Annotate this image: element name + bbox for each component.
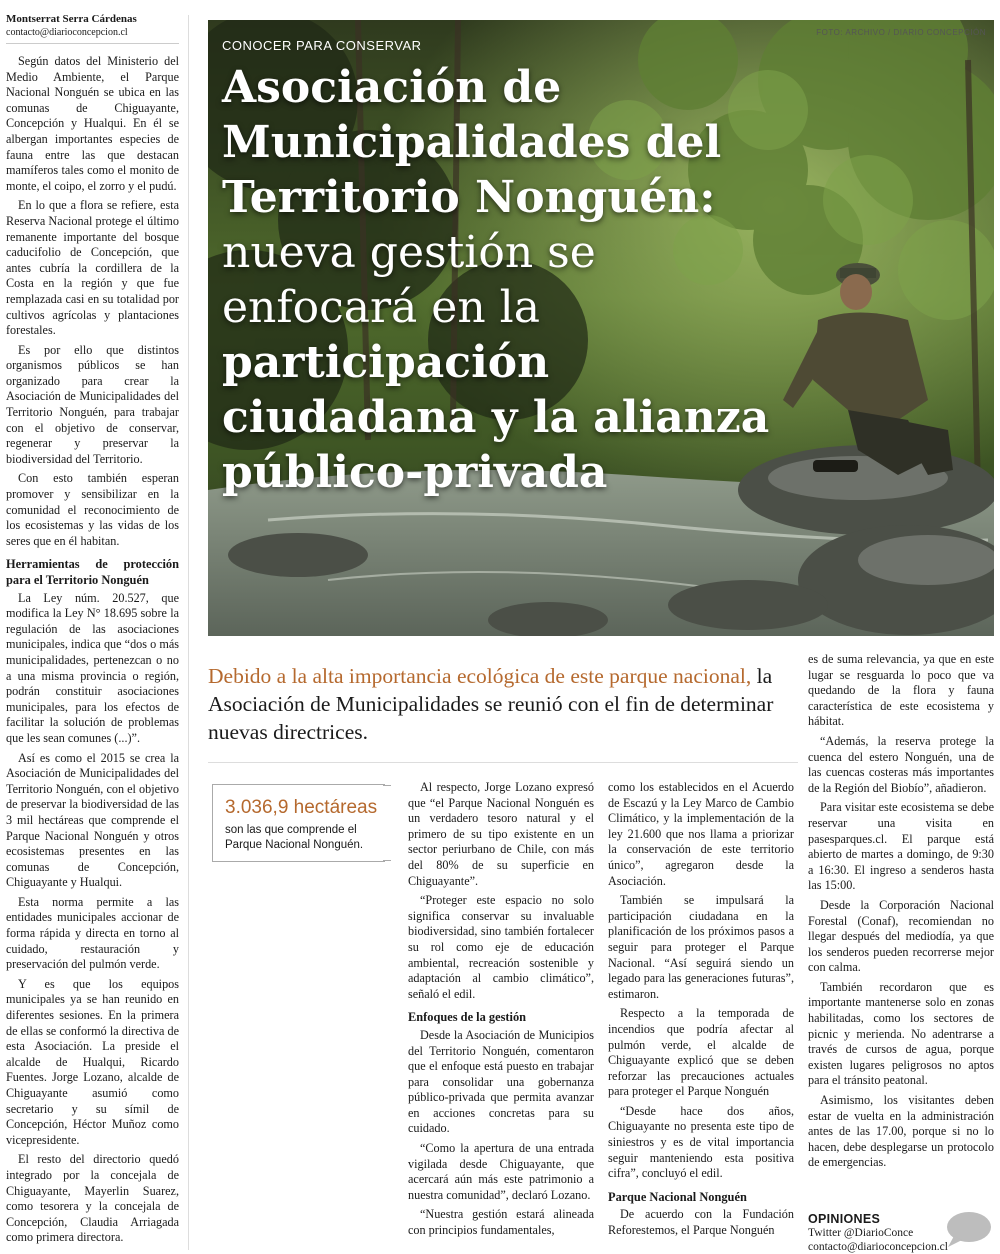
paragraph: es de suma relevancia, ya que en este lugar se resguarda lo poco que va quedando de la flora y fauna característica de este ecosistema y hábitat. — [808, 652, 994, 729]
paragraph: “Nuestra gestión estará alineada con principios fundamentales, — [408, 1207, 594, 1238]
paragraph: La Ley núm. 20.527, que modifica la Ley N° 18.695 sobre la regulación de las asociaciones municipales, indica que “dos o más municipalidades, pertenezcan o no a una misma provincia o región, podrán constituir asociaciones municipales, para los efectos de facilitar la solución de problemas que les sean comunes (...)”. — [6, 590, 179, 745]
speech-bubble-icon — [944, 1210, 992, 1248]
headline — [222, 60, 782, 500]
deck-rule — [208, 762, 798, 763]
deck — [208, 662, 798, 746]
paragraph: “Como la apertura de una entrada vigilada desde Chiguayante, que acercará aún más este patrimonio a nuestra comunidad”, declaró Lozano. — [408, 1141, 594, 1202]
fact-box-corner — [383, 785, 391, 786]
paragraph: Según datos del Ministerio del Medio Ambiente, el Parque Nacional Nonguén se ubica en las comunas de Chiguayante, Concepción y Hualqui. En él se albergan importantes especies de fauna entre las que destacan mamíferos tales como el monito de monte, el coipo, el zorro y el pudú. — [6, 54, 179, 193]
opiniones-title: OPINIONES — [808, 1212, 881, 1226]
subheading: Enfoques de la gestión — [408, 1010, 527, 1025]
paragraph: Desde la Asociación de Municipios del Territorio Nonguén, comentaron que el enfoque está puesto en trabajar para consolidar una gobernanza público-privada que permita avanzar en acciones concretas para su cuidado. — [408, 1027, 594, 1136]
paragraph: Esta norma permite a las entidades municipales accionar de forma rápida y directa en torno al cuidado, restauración y preservación del pulmón verde. — [6, 894, 179, 972]
author-name: Montserrat Serra Cárdenas — [6, 13, 137, 25]
left-column — [6, 54, 179, 1250]
paragraph: Así es como el 2015 se crea la Asociación de Municipalidades del Territorio Nonguén, con el objetivo de preservar la biodiversidad de las 3 mil hectáreas que comprende el Parque Nacional Nonguén y otros ecosistemas presentes en las comunas de Concepción, Chiguayante y Hualqui. — [6, 750, 179, 890]
headline-line: enfocará en la — [222, 282, 540, 333]
paragraph: Es por ello que distintos organismos públicos se han organizado para crear la Asociación de Municipalidades del Territorio Nonguén, para trabajar con el objetivo de conservar, regenerar y preservar la biodiversidad del Territorio. — [6, 342, 179, 466]
fact-box — [212, 784, 385, 862]
fact-box-corner — [383, 860, 391, 861]
paragraph: Con esto también esperan promover y sensibilizar en la comunidad el reconocimiento de los ecosistemas y las vidas de los seres que en él habitan. — [6, 471, 179, 548]
paragraph: También se impulsará la participación ciudadana en la planificación de los próximos pasos a seguir para proteger el Parque Nacional. “Así seguirá siendo un legado para las generaciones futuras”, estimaron. — [608, 893, 794, 1001]
paragraph: Y es que los equipos municipales ya se han reunido en diferentes sesiones. En la primera de ellas se conformó la directiva de esta Asociación. La preside el alcalde de Hualqui, Ricardo Fuentes. Jorge Lozano, alcalde de Chiguayante asumió como secretario y su símil de Concepción, Héctor Muñoz como vicepresidente. — [6, 976, 179, 1147]
middle-column-2 — [608, 780, 794, 1243]
opiniones-twitter[interactable]: Twitter @DiarioConce — [808, 1227, 914, 1239]
paragraph: Para visitar este ecosistema se debe reservar una visita en pasesparques.cl. El parque está abierto de martes a domingo, de 9:30 a 16:30. El ingreso a senderos hasta las 15:00. — [808, 800, 994, 893]
subheading: Herramientas de protección para el Territorio Nonguén — [6, 557, 179, 587]
opiniones-box — [808, 1212, 998, 1254]
paragraph: “Desde hace dos años, Chiguayante no presenta este tipo de siniestros y es de vital importancia seguir manteniendo esta positiva cifra”, concluyó el edil. — [608, 1103, 794, 1181]
paragraph: “Además, la reserva protege la cuenca del estero Nonguén, una de las cuencas costeras más importantes de la Región del Biobío”, añadieron. — [808, 733, 994, 795]
headline-line: ciudadana y la alianza — [222, 392, 770, 443]
deck-highlight: Debido a la alta importancia ecológica de este parque nacional, — [208, 664, 752, 688]
kicker: CONOCER PARA CONSERVAR — [222, 38, 422, 53]
middle-column — [408, 780, 594, 1243]
paragraph: Desde la Corporación Nacional Forestal (Conaf), recomiendan no llegar después del mediodía, ya que los senderos pueden recorrerse mejor con calma. — [808, 897, 994, 975]
author-email[interactable]: contacto@diarioconcepcion.cl — [6, 27, 128, 38]
paragraph: Al respecto, Jorge Lozano expresó que “el Parque Nacional Nonguén es un verdadero tesoro natural y el primero de su tipo existente en un sector periurbano de Chile, con más del 80% de su superficie en Chiguayante”. — [408, 780, 594, 888]
right-column — [808, 652, 994, 1175]
headline-line: participación — [222, 337, 550, 388]
subheading: Parque Nacional Nonguén — [608, 1189, 747, 1204]
deck-text: la Asociación de Municipalidades se reunió con el fin de determinar nuevas directrices. — [208, 664, 774, 744]
headline-line: Territorio Nonguén: — [222, 172, 716, 223]
headline-line: Municipalidades del — [222, 117, 722, 168]
byline — [6, 13, 179, 44]
headline-line: Asociación de — [222, 62, 562, 113]
photo-credit: FOTO: ARCHIVO / DIARIO CONCEPCIÓN — [816, 28, 986, 37]
opiniones-email[interactable]: contacto@diarioconcepcion.cl — [808, 1241, 948, 1253]
paragraph: El resto del directorio quedó integrado por la concejala de Chiguayante, Mayerlin Suarez, como tesorera y la concejala de Concepción, Claudia Arriagada como primera directora. — [6, 1152, 179, 1245]
headline-line: nueva gestión se — [222, 227, 596, 278]
paragraph: De acuerdo con la Fundación Reforestemos, el Parque Nonguén — [608, 1207, 794, 1238]
headline-line: público-privada — [222, 447, 608, 498]
paragraph: “Proteger este espacio no solo significa conservar su invaluable biodiversidad, sino también fortalecer su rol como eje de educación ambiental, recreación sostenible y adaptación al cambio climático”, señaló el edil. — [408, 893, 594, 1001]
paragraph: como los establecidos en el Acuerdo de Escazú y la Ley Marco de Cambio Climático, y la implementación de la ley 21.600 que nos llama a priorizar la conservación de este territorio único”, agregaron desde la Asociación. — [608, 780, 794, 888]
fact-text: son las que comprende el Parque Nacional Nonguén. — [225, 824, 364, 851]
paragraph: Respecto a la temporada de incendios que podría afectar al pulmón verde, el alcalde de Chiguayante explicó que se deben reforzar las precauciones actuales para proteger el Parque Nonguén — [608, 1006, 794, 1099]
paragraph: También recordaron que es importante mantenerse solo en zonas habilitadas, como los sectores de picnic y merienda. No adentrarse a través de cursos de agua, porque existen lugares peligrosos no aptos para el tránsito peatonal. — [808, 979, 994, 1088]
paragraph: En lo que a flora se refiere, esta Reserva Nacional protege el último remanente importante del bosque caducifolio de Concepción, que antes cubría la cordillera de la Costa en la región y que fue remplazada casi en su totalidad por cultivos agrícolas y plantaciones forestales. — [6, 198, 179, 338]
paragraph: Asimismo, los visitantes deben estar de vuelta en la administración antes de las 17.00, porque si no lo hacen, debe desplegarse un protocolo de emergencias. — [808, 1093, 994, 1170]
column-divider — [188, 15, 189, 1250]
fact-number: 3.036,9 hectáreas — [225, 797, 378, 818]
